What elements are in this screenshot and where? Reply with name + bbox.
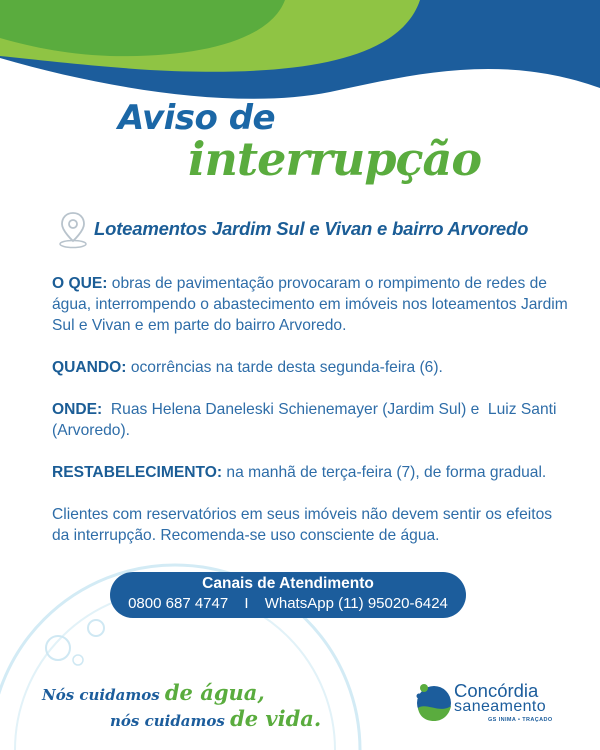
- whatsapp-number[interactable]: WhatsApp (11) 95020-6424: [264, 595, 448, 612]
- location-text: Loteamentos Jardim Sul e Vivan e bairro Arvoredo: [94, 218, 529, 239]
- section-text: na manhã de terça-feira (7), de forma gradual.: [222, 464, 547, 481]
- section-text: obras de pavimentação provocaram o rompimento de redes de água, interrompendo o abastecimento em imóveis nos loteamentos Jardim Sul e Vivan e em parte do bairro Arvoredo.: [52, 275, 568, 334]
- note-text: Clientes com reservatórios em seus imóveis não devem sentir os efeitos da interrupção. Recomenda-se uso consciente de água.: [52, 506, 553, 544]
- phone-number[interactable]: 0800 687 4747: [128, 595, 229, 612]
- section-text: Ruas Helena Daneleski Schienemayer (Jardim Sul) e Luiz Santi (Arvoredo).: [52, 401, 561, 439]
- section-label: O QUE:: [52, 275, 108, 292]
- section-label: RESTABELECIMENTO:: [52, 464, 223, 481]
- slogan-line-1: [42, 680, 265, 705]
- slogan-line-2: [110, 706, 321, 731]
- channels-contacts: [110, 595, 466, 612]
- notice-body: [52, 273, 572, 567]
- section-when: [52, 357, 572, 378]
- logo-sub: saneamento: [454, 698, 547, 715]
- slogan-highlight: de vida.: [230, 706, 322, 731]
- water-drop-logo-icon: [414, 676, 454, 726]
- slogan-text: Nós cuidamos: [42, 686, 165, 704]
- section-where: [52, 399, 572, 441]
- title-line-2: interrupção: [188, 132, 482, 186]
- slogan-text: nós cuidamos: [110, 712, 231, 730]
- location-pin-icon: [52, 208, 94, 250]
- section-restore: [52, 462, 572, 483]
- slogan-highlight: de água,: [164, 680, 265, 705]
- channels-box: [110, 572, 466, 618]
- channels-title: Canais de Atendimento: [202, 575, 374, 592]
- logo-name: Concórdia: [454, 680, 539, 701]
- title-line-1: Aviso de: [118, 98, 276, 138]
- location-heading: [52, 208, 528, 250]
- section-label: QUANDO:: [52, 359, 127, 376]
- section-label: ONDE:: [52, 401, 103, 418]
- section-text: ocorrências na tarde desta segunda-feira (6).: [126, 359, 443, 376]
- logo-tag: GS INIMA • TRAÇADO: [488, 717, 553, 723]
- company-logo: [414, 676, 564, 726]
- separator: I: [244, 595, 249, 612]
- section-what: [52, 273, 572, 336]
